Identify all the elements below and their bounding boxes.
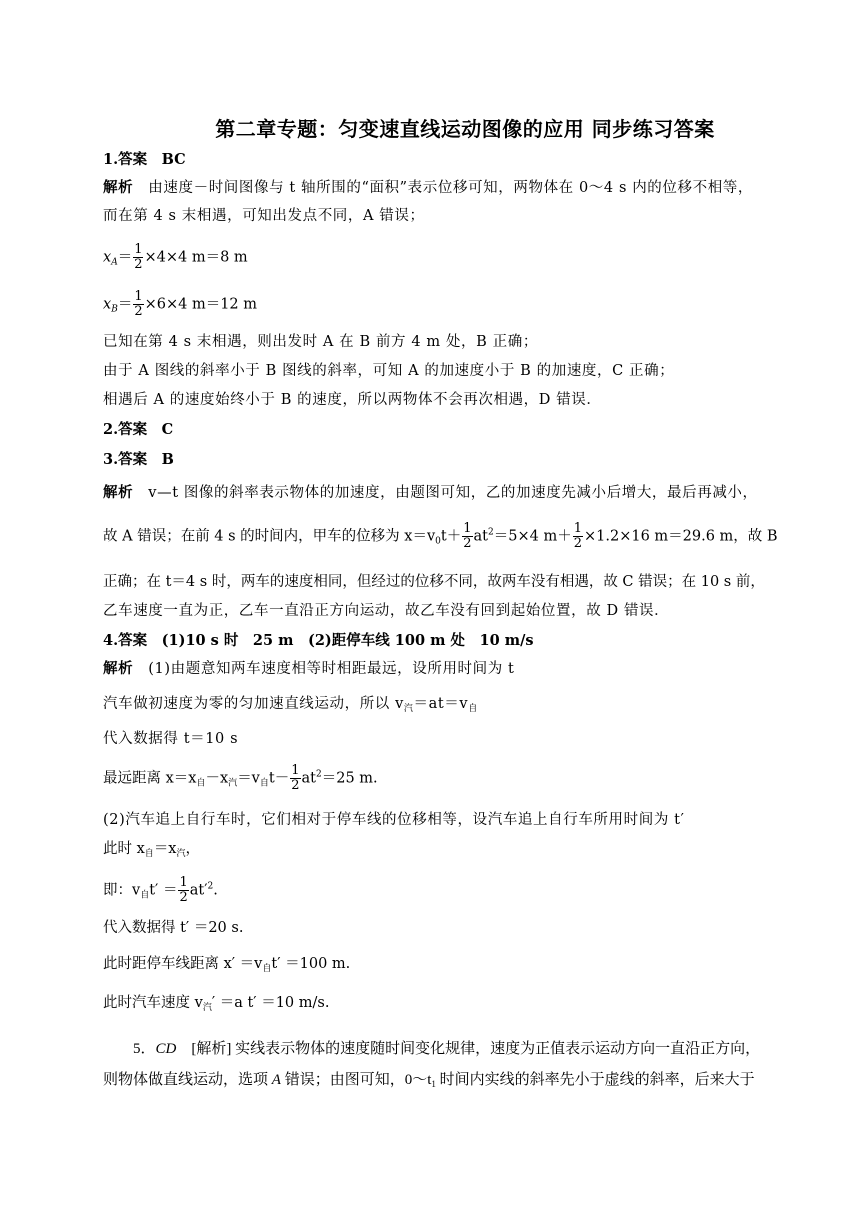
q4-answer: 4.答案 (1)10 s 时 25 m (2)距停车线 100 m 处 10 m/s [103, 632, 534, 649]
q1-analysis-line4: 由于 A 图线的斜率小于 B 图线的斜率，可知 A 的加速度小于 B 的加速度，C 正确； [103, 363, 675, 379]
fraction-half: $\frac{1}{2}$ [134, 289, 143, 319]
q1-analysis-line1: 解析 由速度－时间图像与 t 轴所围的“面积”表示位移可知，两物体在 0～4 s 内的位移不相等， [103, 179, 753, 196]
q1-analysis-line3: 已知在第 4 s 末相遇，则出发时 A 在 B 前方 4 m 处，B 正确； [103, 334, 538, 350]
page-title: 第二章专题：匀变速直线运动图像的应用 同步练习答案 [215, 117, 715, 141]
q1-formula-xa: $x_A=$ $\frac{1}{2}$ ×4×4 m＝8 m [103, 242, 248, 272]
q3-analysis-line3: 正确；在 t＝4 s 时，两车的速度相同，但经过的位移不同，故两车没有相遇，故 C 错误；在 10 s 前， [103, 574, 765, 590]
fraction-half: $\frac{1}{2}$ [463, 521, 472, 551]
q4-analysis-line10: 此时汽车速度 $v_汽' =a$ t′ ＝10 m/s. [103, 995, 330, 1013]
fraction-half: $\frac{1}{2}$ [179, 875, 188, 905]
q4-analysis-line4: 最远距离 $x=x_自-x_汽=v_自t-$ $\frac{1}{2}$ $at^2=25$ m. [103, 763, 378, 793]
q4-analysis-line5: (2)汽车追上自行车时，它们相对于停车线的位移相等，设汽车追上自行车所用时间为 t′ [103, 812, 685, 828]
q1-answer: 1.答案 BC [103, 151, 186, 168]
q2-answer: 2.答案 C [103, 421, 174, 438]
fraction-half: $\frac{1}{2}$ [134, 242, 143, 272]
fraction-half: $\frac{1}{2}$ [573, 521, 582, 551]
q1-analysis-line2: 而在第 4 s 末相遇，可知出发点不同，A 错误； [103, 208, 425, 224]
q3-analysis-line2: 故 A 错误；在前 4 s 的时间内，甲车的位移为 $x=v_0t+$ $\frac{1}{2}$ $at^2=5\times 4$ m＋ $\frac{1}{2}$ ×1.2×16 m＝29.6 m，故 B [103, 521, 778, 551]
q4-analysis-line2: 汽车做初速度为零的匀加速直线运动，所以 $v_汽=at=v_自$ [103, 696, 478, 714]
q4-analysis-line9: 此时距停车线距离 $x' =v_自t' =100$ m. [103, 956, 351, 974]
q4-analysis-line7: 即：$v_自t'$ ＝ $\frac{1}{2}$ $at'^2$. [103, 875, 218, 905]
q5-line1: 5．CD [解析] 实线表示物体的速度随时间变化规律，速度为正值表示运动方向一直沿正方向， [133, 1041, 761, 1057]
q1-analysis-line5: 相遇后 A 的速度始终小于 B 的速度，所以两物体不会再次相遇，D 错误． [103, 392, 602, 408]
fraction-half: $\frac{1}{2}$ [291, 763, 300, 793]
q4-analysis-line6: 此时 $x_自=x_汽$， [103, 841, 201, 859]
q4-analysis-line8: 代入数据得 t′ ＝20 s. [103, 920, 244, 936]
q5-line2: 则物体做直线运动，选项 A 错误；由图可知，$0\sim t_1$ 时间内实线的斜率先小于虚线的斜率，后来大于 [103, 1072, 755, 1089]
q3-analysis-line1: 解析 v—t 图像的斜率表示物体的加速度，由题图可知，乙的加速度先减小后增大，最后再减小， [103, 484, 758, 501]
q3-answer: 3.答案 B [103, 451, 174, 468]
q4-analysis-line1: 解析 (1)由题意知两车速度相等时相距最远，设所用时间为 t [103, 660, 515, 677]
q3-analysis-line4: 乙车速度一直为正，乙车一直沿正方向运动，故乙车没有回到起始位置，故 D 错误． [103, 603, 670, 619]
q4-analysis-line3: 代入数据得 t＝10 s [103, 731, 239, 747]
q1-formula-xb: $x_B=$ $\frac{1}{2}$ ×6×4 m＝12 m [103, 289, 258, 319]
